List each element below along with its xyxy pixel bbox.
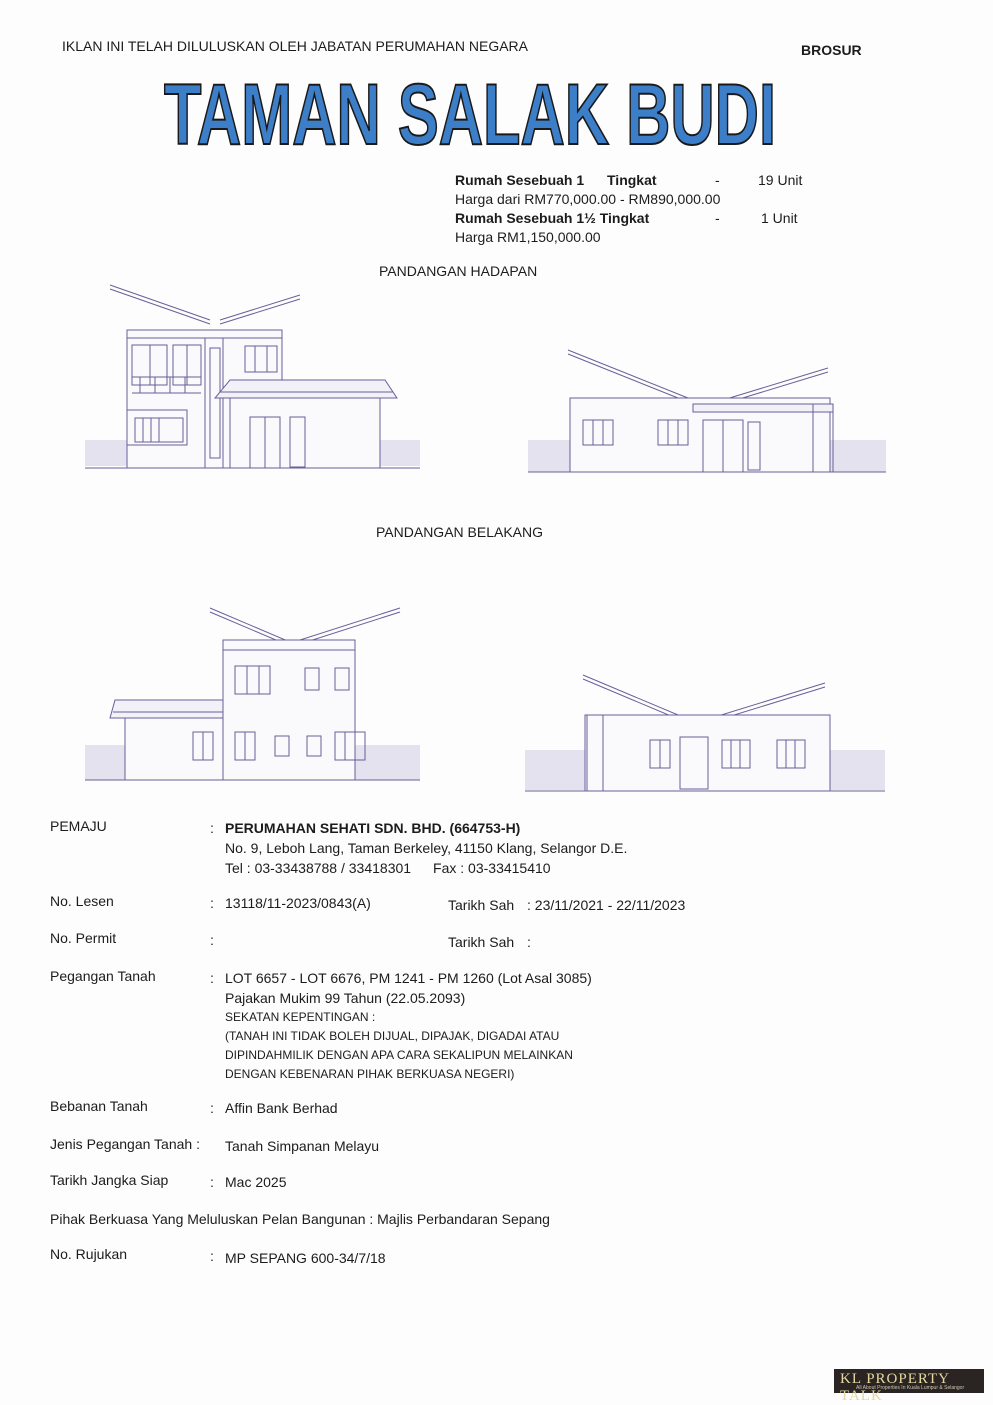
units-block bbox=[455, 171, 815, 247]
type1-price: Harga dari RM770,000.00 - RM890,000.00 bbox=[455, 191, 721, 207]
developer-label: PEMAJU bbox=[50, 818, 107, 834]
type1-count: 19 Unit bbox=[758, 172, 803, 188]
type1-label: Rumah Sesebuah 1 bbox=[455, 172, 585, 188]
land-tenure-block bbox=[225, 968, 592, 1084]
rear-elevation-single-storey bbox=[525, 665, 887, 800]
licence-colon: : bbox=[210, 895, 214, 911]
land-tenure-colon: : bbox=[210, 970, 214, 986]
project-title-text: TAMAN SALAK BUDI bbox=[164, 67, 776, 163]
tenure-type-value: Tanah Simpanan Melayu bbox=[225, 1138, 380, 1154]
permit-valid-value: : bbox=[527, 934, 531, 950]
licence-label: No. Lesen bbox=[50, 893, 114, 909]
completion-colon: : bbox=[210, 1174, 214, 1190]
type2-dash: - bbox=[715, 210, 720, 226]
type2-label: Rumah Sesebuah 1½ Tingkat bbox=[455, 210, 650, 226]
licence-valid-value: : 23/11/2021 - 22/11/2023 bbox=[527, 897, 686, 913]
kl-property-talk-watermark bbox=[834, 1369, 984, 1404]
land-tenure-line2: Pajakan Mukim 99 Tahun (22.05.2093) bbox=[225, 990, 466, 1006]
completion-label: Tarikh Jangka Siap bbox=[50, 1172, 169, 1188]
encumbrance-colon: : bbox=[210, 1100, 214, 1116]
licence-value: 13118/11-2023/0843(A) bbox=[225, 895, 371, 911]
completion-value: Mac 2025 bbox=[225, 1174, 287, 1190]
permit-colon: : bbox=[210, 932, 214, 948]
restriction-line3: DENGAN KEBENARAN PIHAK BERKUASA NEGERI) bbox=[225, 1067, 515, 1081]
rear-view-caption: PANDANGAN BELAKANG bbox=[376, 524, 544, 540]
front-elevation-double-storey bbox=[85, 280, 425, 475]
developer-colon: : bbox=[210, 820, 214, 836]
restriction-line2: DIPINDAHMILIK DENGAN APA CARA SEKALIPUN MELAINKAN bbox=[225, 1048, 573, 1062]
rear-elevation-double-storey bbox=[85, 600, 425, 790]
permit-label: No. Permit bbox=[50, 930, 117, 946]
front-view-caption: PANDANGAN HADAPAN bbox=[379, 263, 538, 279]
restriction-line1: (TANAH INI TIDAK BOLEH DIJUAL, DIPAJAK, DIGADAI ATAU bbox=[225, 1029, 560, 1043]
encumbrance-value: Affin Bank Berhad bbox=[225, 1100, 338, 1116]
doc-type-label: BROSUR bbox=[801, 42, 862, 58]
approval-notice: IKLAN INI TELAH DILULUSKAN OLEH JABATAN PERUMAHAN NEGARA bbox=[62, 38, 529, 54]
front-elevation-single-storey bbox=[528, 340, 888, 480]
land-tenure-label: Pegangan Tanah bbox=[50, 968, 156, 984]
type1-dash: - bbox=[715, 172, 720, 188]
encumbrance-label: Bebanan Tanah bbox=[50, 1098, 148, 1114]
tenure-type-label: Jenis Pegangan Tanah : bbox=[50, 1136, 200, 1152]
type2-count: 1 Unit bbox=[761, 210, 798, 226]
watermark-brand: KL PROPERTY TALK bbox=[840, 1371, 950, 1404]
licence-valid-label: Tarikh Sah bbox=[448, 897, 515, 913]
reference-label: No. Rujukan bbox=[50, 1246, 128, 1262]
type2-price: Harga RM1,150,000.00 bbox=[455, 229, 601, 245]
approving-authority: Pihak Berkuasa Yang Meluluskan Pelan Bangunan : Majlis Perbandaran Sepang bbox=[50, 1211, 550, 1227]
reference-value: MP SEPANG 600-34/7/18 bbox=[225, 1250, 386, 1266]
developer-name: PERUMAHAN SEHATI SDN. BHD. (664753-H) bbox=[225, 820, 521, 836]
permit-valid-label: Tarikh Sah bbox=[448, 934, 515, 950]
project-title bbox=[150, 62, 790, 163]
restriction-heading: SEKATAN KEPENTINGAN : bbox=[225, 1010, 376, 1024]
watermark-tagline: All About Properties In Kuala Lumpur & Selangor bbox=[856, 1385, 965, 1391]
developer-tel: Tel : 03-33438788 / 33418301 bbox=[225, 860, 412, 876]
type1-storey: Tingkat bbox=[607, 172, 657, 188]
reference-colon: : bbox=[210, 1248, 214, 1264]
land-tenure-line1: LOT 6657 - LOT 6676, PM 1241 - PM 1260 (Lot Asal 3085) bbox=[225, 970, 592, 986]
developer-address: No. 9, Leboh Lang, Taman Berkeley, 41150 Klang, Selangor D.E. bbox=[225, 840, 628, 856]
developer-block bbox=[225, 818, 627, 878]
developer-fax: Fax : 03-33415410 bbox=[433, 860, 551, 876]
